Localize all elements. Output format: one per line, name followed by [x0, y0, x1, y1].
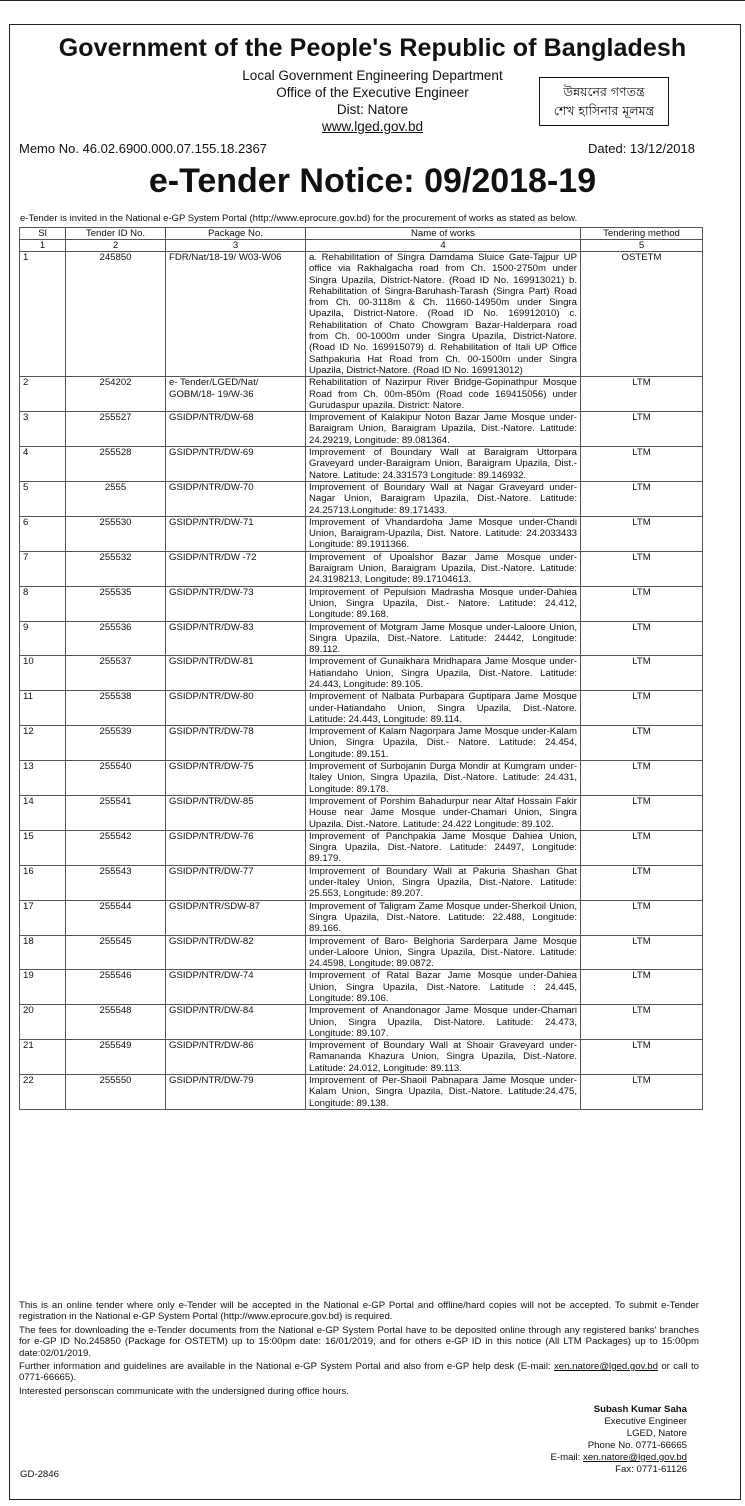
cell-method: LTM — [581, 900, 703, 935]
cell-method: LTM — [581, 795, 703, 830]
cell-tender-id: 255537 — [66, 656, 166, 691]
signatory-name: Subash Kumar Saha — [593, 1404, 687, 1415]
cell-package: GSIDP/NTR/DW-76 — [166, 830, 306, 865]
cell-package: GSIDP/NTR/DW-68 — [166, 412, 306, 447]
cell-sl: 17 — [20, 900, 66, 935]
memo-date: Dated: 13/12/2018 — [588, 141, 695, 156]
col-header-package: Package No. — [166, 228, 306, 240]
government-title: Government of the People's Republic of Bangladesh — [58, 34, 687, 62]
col-header-method: Tendering method — [581, 228, 703, 240]
cell-method: LTM — [581, 830, 703, 865]
cell-works: Improvement of Gunaikhara Mridhapara Jame Mosque under-Hatiandaho Union, Singra Upazila, Dist.-Natore. Latitude: 24.443, Longitude: 89.105. — [306, 656, 581, 691]
cell-sl: 8 — [20, 586, 66, 621]
cell-sl: 16 — [20, 865, 66, 900]
signatory-designation: Executive Engineer — [604, 1416, 687, 1427]
col-header-tender-id: Tender ID No. — [66, 228, 166, 240]
cell-package: GSIDP/NTR/SDW-87 — [166, 900, 306, 935]
signatory-office: LGED, Natore — [626, 1428, 687, 1439]
table-row — [20, 726, 703, 761]
cell-tender-id: 255540 — [66, 761, 166, 796]
cell-package: GSIDP/NTR/DW-73 — [166, 586, 306, 621]
col-number: 5 — [581, 240, 703, 252]
cell-package: GSIDP/NTR/DW-83 — [166, 621, 306, 656]
slogan-box — [539, 77, 669, 126]
cell-method: LTM — [581, 551, 703, 586]
footer-paragraph-2: The fees for downloading the e-Tender documents from the National e-GP System Portal have to be deposited online through any registered banks' branches for e-GP ID No.245850 (Package for OSTETM) up to 15:00pm date: 16/01/2019, and for others e-GP ID in this notice (All LTM Packages) up to 15:00pm date:02/01/2019. — [19, 1325, 699, 1359]
footer-paragraph-4: Interested personscan communicate with the undersigned during office hours. — [19, 1386, 349, 1397]
district-name: Dist: Natore — [336, 102, 409, 117]
table-row — [20, 1005, 703, 1040]
table-row — [20, 761, 703, 796]
cell-works: Improvement of Pepulsion Madrasha Mosque under-Dahiea Union, Singra Upazila, Dist.- Natore. Latitude: 24.412, Longitude: 89.168. — [306, 586, 581, 621]
table-row — [20, 252, 703, 377]
cell-package: GSIDP/NTR/DW-81 — [166, 656, 306, 691]
cell-tender-id: 255538 — [66, 691, 166, 726]
footer-p3-text: Further information and guidelines are available in the National e-GP System Portal and also from e-GP help desk (E-mail: — [19, 1361, 554, 1372]
table-row — [20, 551, 703, 586]
table-row — [20, 900, 703, 935]
cell-package: GSIDP/NTR/DW-84 — [166, 1005, 306, 1040]
cell-sl: 12 — [20, 726, 66, 761]
footer-paragraph-3 — [19, 1361, 699, 1384]
cell-sl: 5 — [20, 481, 66, 516]
cell-sl: 19 — [20, 970, 66, 1005]
cell-sl: 7 — [20, 551, 66, 586]
cell-works: Improvement of Nalbata Purbapara Guptipara Jame Mosque under-Hatiandaho Union, Singra Upazila, Dist.-Natore. Latitude: 24.443, Longitude: 89.114. — [306, 691, 581, 726]
cell-method: LTM — [581, 865, 703, 900]
cell-sl: 1 — [20, 252, 66, 377]
cell-tender-id: 255545 — [66, 935, 166, 970]
cell-method: LTM — [581, 761, 703, 796]
cell-sl: 15 — [20, 830, 66, 865]
memo-number: Memo No. 46.02.6900.000.07.155.18.2367 — [19, 141, 267, 156]
intro-text: e-Tender is invited in the National e-GP System Portal (http://www.eprocure.gov.bd) for the procurement of works as stated as below. — [20, 213, 578, 224]
table-header-row — [20, 228, 703, 240]
cell-sl: 11 — [20, 691, 66, 726]
cell-method: LTM — [581, 935, 703, 970]
table-row — [20, 481, 703, 516]
cell-works: Improvement of Upoalshor Bazar Jame Mosque under-Baraigram Union, Baraigram Upazila, Dist.-Natore. Latitude: 24.3198213, Longitude: 89.17104613. — [306, 551, 581, 586]
table-row — [20, 1075, 703, 1110]
cell-works: Improvement of Kalam Nagorpara Jame Mosque under-Kalam Union, Singra Upazila, Dist.- Natore. Latitude: 24.454, Longitude: 89.151. — [306, 726, 581, 761]
notice-title: e-Tender Notice: 09/2018-19 — [148, 162, 597, 200]
cell-method: LTM — [581, 1005, 703, 1040]
tender-table — [19, 227, 703, 1110]
col-number: 1 — [20, 240, 66, 252]
col-number: 2 — [66, 240, 166, 252]
cell-method: LTM — [581, 1075, 703, 1110]
email-label: E-mail: — [550, 1452, 584, 1463]
cell-tender-id: 254202 — [66, 377, 166, 412]
cell-package: GSIDP/NTR/DW-78 — [166, 726, 306, 761]
cell-package: GSIDP/NTR/DW-71 — [166, 516, 306, 551]
cell-works: Improvement of Porshim Bahadurpur near Altaf Hossain Fakir House near Jame Mosque under-Chamari Union, Singra Upazila. Dist.-Natore. Latitude: 24.422 Longitude: 89.102. — [306, 795, 581, 830]
signatory-phone: Phone No. 0771-66665 — [587, 1440, 687, 1451]
cell-tender-id: 255539 — [66, 726, 166, 761]
cell-works: Improvement of Anandonagor Jame Mosque under-Chamari Union, Singra Upazila, Dist-Natore. Latitude: 24.473, Longitude: 89.107. — [306, 1005, 581, 1040]
cell-package: GSIDP/NTR/DW-86 — [166, 1040, 306, 1075]
signatory-email — [551, 1452, 688, 1463]
cell-method: LTM — [581, 412, 703, 447]
cell-tender-id: 255528 — [66, 447, 166, 482]
cell-tender-id: 255548 — [66, 1005, 166, 1040]
slogan-line-1: উন্নয়নের গণতন্ত্র — [563, 84, 645, 99]
cell-works: Improvement of Taligram Zame Mosque under-Sherkoil Union, Singra Upazila, Dist.-Natore. Latitude: 22.488, Longitude: 89.166. — [306, 900, 581, 935]
cell-tender-id: 255535 — [66, 586, 166, 621]
cell-method: LTM — [581, 447, 703, 482]
cell-works: Improvement of Vhandardoha Jame Mosque under-Chandi Union, Baraigram-Upazila, Dist. Natore. Latitude: 24.2033433 Longitude: 89.1911366. — [306, 516, 581, 551]
cell-tender-id: 2555 — [66, 481, 166, 516]
cell-tender-id: 255549 — [66, 1040, 166, 1075]
slogan-line-2: শেখ হাসিনার মূলমন্ত্র — [553, 103, 655, 118]
cell-sl: 13 — [20, 761, 66, 796]
cell-package: GSIDP/NTR/DW-79 — [166, 1075, 306, 1110]
col-number: 4 — [306, 240, 581, 252]
table-row — [20, 586, 703, 621]
table-row — [20, 412, 703, 447]
cell-method: LTM — [581, 481, 703, 516]
cell-method: LTM — [581, 516, 703, 551]
website-link[interactable]: www.lged.gov.bd — [321, 119, 424, 134]
cell-package: GSIDP/NTR/DW-82 — [166, 935, 306, 970]
cell-sl: 14 — [20, 795, 66, 830]
cell-works: Improvement of Ratal Bazar Jame Mosque under-Dahiea Union, Singra Upazila, Dist.-Natore. Latitude : 24.445, Longitude: 89.106. — [306, 970, 581, 1005]
cell-tender-id: 255542 — [66, 830, 166, 865]
col-number: 3 — [166, 240, 306, 252]
cell-method: LTM — [581, 1040, 703, 1075]
department-name: Local Government Engineering Department — [242, 68, 503, 83]
cell-tender-id: 255536 — [66, 621, 166, 656]
cell-package: GSIDP/NTR/DW-80 — [166, 691, 306, 726]
cell-tender-id: 245850 — [66, 252, 166, 377]
helpdesk-email-link[interactable]: xen.natore@lged.gov.bd — [553, 1361, 658, 1372]
cell-works: Improvement of Surbojanin Durga Mondir at Kumgram under-Italey Union, Singra Upazila, Dist.-Natore. Latitude: 24.431, Longitude: 89.178. — [306, 761, 581, 796]
cell-sl: 9 — [20, 621, 66, 656]
table-row — [20, 621, 703, 656]
table-row — [20, 1040, 703, 1075]
signatory-fax: Fax: 0771-61126 — [615, 1464, 687, 1475]
cell-tender-id: 255530 — [66, 516, 166, 551]
cell-works: Improvement of Boundary Wall at Pakuria Shashan Ghat under-Italey Union, Singra Upazila, Dist.-Natore. Latitude: 25.553, Longitude: 89.207. — [306, 865, 581, 900]
cell-package: GSIDP/NTR/DW-74 — [166, 970, 306, 1005]
table-row — [20, 516, 703, 551]
table-number-row — [20, 240, 703, 252]
cell-package: GSIDP/NTR/DW-70 — [166, 481, 306, 516]
table-row — [20, 691, 703, 726]
footer-p3-end: or call to 0771-66665). — [19, 1361, 699, 1384]
cell-works: Improvement of Boundary Wall at Baraigram Uttorpara Graveyard under-Baraigram Union, Baraigram Upazila, Dist.-Natore. Latitude: 24.331573 Longitude: 89.146932. — [306, 447, 581, 482]
table-row — [20, 447, 703, 482]
cell-sl: 18 — [20, 935, 66, 970]
cell-method: LTM — [581, 970, 703, 1005]
cell-package: GSIDP/NTR/DW-85 — [166, 795, 306, 830]
cell-tender-id: 255550 — [66, 1075, 166, 1110]
cell-method: LTM — [581, 691, 703, 726]
cell-method: LTM — [581, 377, 703, 412]
col-header-works: Name of works — [306, 228, 581, 240]
cell-package: GSIDP/NTR/DW -72 — [166, 551, 306, 586]
cell-sl: 2 — [20, 377, 66, 412]
cell-works: Improvement of Kalakipur Noton Bazar Jame Mosque under- Baraigram Union, Baraigram Upazila, Dist.-Natore. Latitude: 24.29219, Longitude: 89.081364. — [306, 412, 581, 447]
cell-method: LTM — [581, 656, 703, 691]
cell-tender-id: 255544 — [66, 900, 166, 935]
cell-method: OSTETM — [581, 252, 703, 377]
cell-sl: 4 — [20, 447, 66, 482]
cell-method: LTM — [581, 726, 703, 761]
cell-tender-id: 255543 — [66, 865, 166, 900]
table-row — [20, 970, 703, 1005]
cell-tender-id: 255532 — [66, 551, 166, 586]
cell-works: Improvement of Boundary Wall at Shoair Graveyard under- Ramananda Khazura Union, Singra Upazila, Dist.-Natore. Latitude: 24.012, Longitude: 89.113. — [306, 1040, 581, 1075]
cell-package: GSIDP/NTR/DW-75 — [166, 761, 306, 796]
cell-method: LTM — [581, 586, 703, 621]
cell-sl: 22 — [20, 1075, 66, 1110]
cell-sl: 20 — [20, 1005, 66, 1040]
cell-works: Improvement of Motgram Jame Mosque under-Laloore Union, Singra Upazila, Dist.-Natore. Latitude: 24442, Longitude: 89.112. — [306, 621, 581, 656]
cell-sl: 3 — [20, 412, 66, 447]
cell-sl: 10 — [20, 656, 66, 691]
cell-works: Improvement of Per-Shaoil Pabnapara Jame Mosque under-Kalam Union, Singra Upazila, Dist.-Natore. Latitude:24.475, Longitude: 89.138. — [306, 1075, 581, 1110]
cell-works: Rehabilitation of Nazirpur River Bridge-Gopinathpur Mosque Road from Ch. 00m-850m (Road code 169415056) under Gurudaspur upazila. District: Natore. — [306, 377, 581, 412]
top-rule — [0, 0, 745, 1]
table-row — [20, 865, 703, 900]
table-body — [20, 252, 703, 1110]
office-name: Office of the Executive Engineer — [276, 85, 469, 100]
cell-package: GSIDP/NTR/DW-69 — [166, 447, 306, 482]
cell-works: Improvement of Panchpakia Jame Mosque Dahiea Union, Singra Upazila, Dist.-Natore. Latitude: 24497, Longitude: 89.179. — [306, 830, 581, 865]
cell-tender-id: 255541 — [66, 795, 166, 830]
cell-sl: 21 — [20, 1040, 66, 1075]
footer-paragraph-1: This is an online tender where only e-Tender will be accepted in the National e-GP Portal and offline/hard copies will not be accepted. To submit e-Tender registration in the National e-GP System Portal (http://www.eprocure.gov.bd) is required. — [19, 1300, 699, 1323]
cell-method: LTM — [581, 621, 703, 656]
cell-tender-id: 255527 — [66, 412, 166, 447]
cell-package: GSIDP/NTR/DW-77 — [166, 865, 306, 900]
gd-number: GD-2846 — [20, 1469, 59, 1480]
cell-works: Improvement of Baro- Belghoria Sarderpara Jame Mosque under-Laloore Union, Singra Upazila, Dist.-Natore. Latitude: 24.4598, Longitude: 89.0872. — [306, 935, 581, 970]
table-row — [20, 830, 703, 865]
col-header-sl: Sl — [20, 228, 66, 240]
table-row — [20, 935, 703, 970]
table-row — [20, 377, 703, 412]
table-row — [20, 795, 703, 830]
cell-package: e- Tender/LGED/Nat/ GOBM/18- 19/W-36 — [166, 377, 306, 412]
cell-tender-id: 255546 — [66, 970, 166, 1005]
cell-works: a. Rehabilitation of Singra Damdama Sluice Gate-Tajpur UP office via Rakhalgacha road from Ch. 1500-2750m under Singra Upazila, District-Natore. (Road ID No. 169913021) b. Rehabilitation of Singra-Baruhash-Tarash (Singra Part) Road from Ch. 00-3118m & Ch. 11660-14950m under Singra Upazila, District-Natore. (Road ID No. 169912010) c. Rehabilitation of Chato Chowgram Bazar-Halderpara road from Ch. 00-1000m under Singra Upazila, District-Natore. (Road ID No. 169915079) d. Rehabilitation of Itali UP Office Sathpakuria Hat Road from Ch. 00-1500m under Singra Upazila, District-Natore. (Road ID No. 169913012) — [306, 252, 581, 377]
cell-sl: 6 — [20, 516, 66, 551]
signatory-email-link[interactable]: xen.natore@lged.gov.bd — [583, 1452, 687, 1463]
cell-package: FDR/Nat/18-19/ W03-W06 — [166, 252, 306, 377]
cell-works: Improvement of Boundary Wall at Nagar Graveyard under-Nagar Union, Baraigram Upazila, Dist.-Natore. Latitude: 24.25713.Longitude: 89.171433. — [306, 481, 581, 516]
table-row — [20, 656, 703, 691]
